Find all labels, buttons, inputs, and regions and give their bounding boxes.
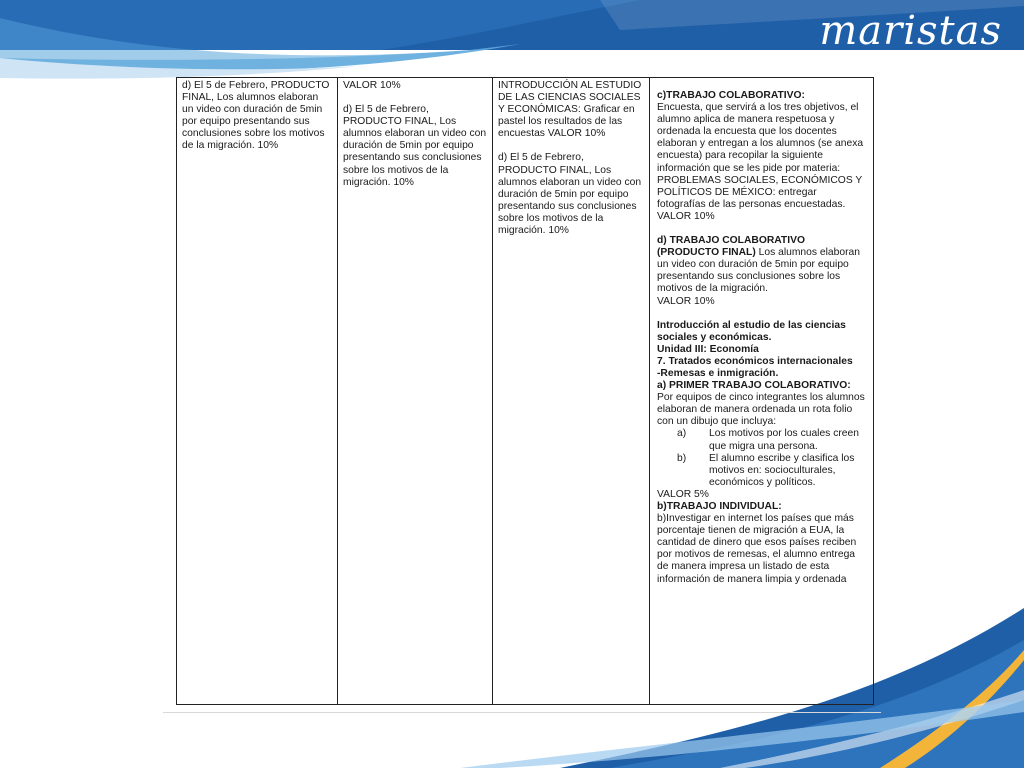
intro-heading: Introducción al estudio de las ciencias sociales y económicas. — [657, 319, 846, 343]
section-b-body: b)Investigar en internet los países que más porcentaje tienen de migración a EUA, la cantidad de dinero que esos países reciben por motivos de remesas, el alumno entrega de manera impresa un listado de esta información de manera limpia y ordenada — [657, 513, 857, 585]
section-d-body: Los alumnos elaboran un video con duración de 5min por equipo presentando sus conclusiones sobre los motivos de la migración. — [657, 247, 860, 295]
list-item — [657, 453, 868, 489]
section-a-valor: VALOR 5% — [657, 488, 709, 500]
column-4-cell — [650, 78, 874, 705]
cell-text: d) El 5 de Febrero, PRODUCTO FINAL, Los alumnos elaboran un video con duración de 5min por equipo presentando sus conclusiones sobre los motivos de la migración. 10% — [498, 152, 642, 237]
cell-text: d) El 5 de Febrero, PRODUCTO FINAL, Los alumnos elaboran un video con duración de 5min por equipo presentando sus conclusiones sobre los motivos de la migración. 10% — [182, 80, 330, 152]
section-c-body: Encuesta, que servirá a los tres objetivos, el alumno aplica de manera respetuosa y ordenada la encuesta que los docentes elaboran y entregan a los alumnos (se anexa encuesta) para recopilar la siguiente información que se les pide por materia: PROBLEMAS SOCIALES, ECONÓMICOS Y POLÍTICOS DE MÉXICO: entregar fotografías de las personas encuestadas. — [657, 102, 864, 210]
cell-text: d) El 5 de Febrero, PRODUCTO FINAL, Los alumnos elaboran un video con duración de 5min por equipo presentando sus conclusiones sobre los motivos de la migración. 10% — [343, 104, 487, 188]
unit-heading: Unidad III: Economía — [657, 343, 759, 355]
page-divider — [163, 712, 881, 713]
list-marker: b) — [677, 452, 687, 464]
section-d-title: d) TRABAJO COLABORATIVO (PRODUCTO FINAL) — [657, 235, 805, 259]
list-item — [657, 428, 868, 452]
section-b-title: b)TRABAJO INDIVIDUAL: — [657, 501, 782, 512]
column-3-cell — [493, 78, 650, 705]
maristas-logo: maristas — [819, 8, 1002, 54]
cell-intro: INTRODUCCIÓN AL ESTUDIO DE LAS CIENCIAS SOCIALES Y ECONÓMICAS: Graficar en pastel los resultados de las encuestas VALOR 10% — [498, 80, 642, 140]
list-text: Los motivos por los cuales creen que migra una persona. — [709, 428, 859, 452]
cell-valor: VALOR 10% — [343, 80, 401, 91]
list-text: El alumno escribe y clasifica los motivos en: socioculturales, económicos y políticos. — [709, 452, 855, 488]
column-2-cell — [338, 78, 493, 705]
motives-list — [657, 428, 868, 488]
table-row — [177, 78, 874, 705]
topic-heading: 7. Tratados económicos internacionales — [657, 355, 853, 367]
subtopic-heading: -Remesas e inmigración. — [657, 367, 779, 379]
section-a-title: a) PRIMER TRABAJO COLABORATIVO: — [657, 380, 851, 392]
section-c-valor: VALOR 10% — [657, 210, 715, 222]
activities-table — [176, 77, 874, 705]
section-a-body: Por equipos de cinco integrantes los alumnos elaboran de manera ordenada un rota folio con un dibujo que incluya: — [657, 392, 865, 428]
section-c-title: c)TRABAJO COLABORATIVO: — [657, 90, 805, 101]
column-1-cell — [177, 78, 338, 705]
list-marker: a) — [677, 428, 687, 440]
section-d-valor: VALOR 10% — [657, 295, 715, 307]
